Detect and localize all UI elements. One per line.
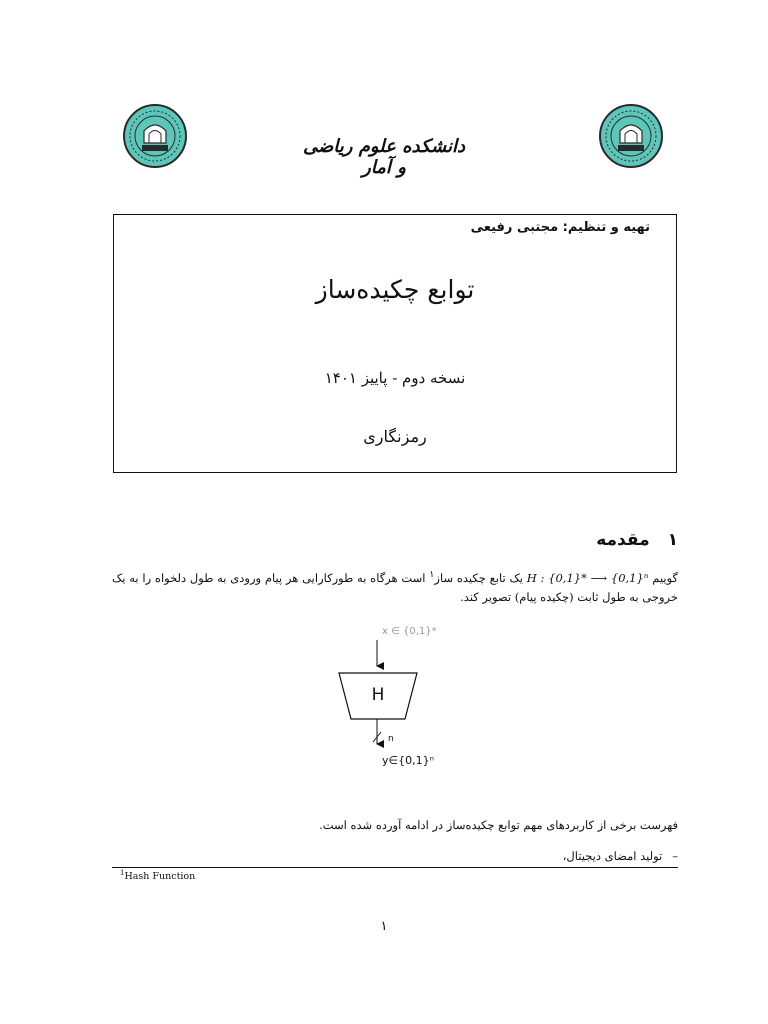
hash-function-diagram <box>330 618 460 778</box>
section-title: مقدمه <box>596 530 650 550</box>
document-title: توابع چکیده‌ساز <box>315 275 475 304</box>
diagram-input-label: x ∈ {0,1}* <box>382 626 437 637</box>
footnote-text: Hash Function <box>124 871 196 883</box>
footnote <box>120 869 195 882</box>
footnote-rule <box>112 867 678 868</box>
author-line: تهیه و تنظیم: مجتبی رفیعی <box>470 220 650 235</box>
page-number: ۱ <box>380 919 388 934</box>
section-heading <box>596 530 678 550</box>
faculty-name: دانشکده علوم ریاضی و آمار <box>302 136 466 178</box>
university-seal-left <box>122 103 188 169</box>
footnote-number: 1 <box>120 869 125 877</box>
footnote-marker[interactable]: ۱ <box>429 569 435 580</box>
section-number: ۱ <box>667 530 678 550</box>
diagram-output-label: y∈{0,1}ⁿ <box>382 754 434 767</box>
hash-definition-math: H : {0,1}* ⟶ {0,1}ⁿ <box>526 570 649 585</box>
university-seal-right <box>598 103 664 169</box>
list-bullet: – <box>672 849 678 863</box>
hash-box-label: H <box>371 685 385 705</box>
title-box <box>113 214 677 473</box>
bus-width-label: n <box>388 734 394 744</box>
applications-intro: فهرست برخی از کاربردهای مهم توابع چکیده‌ساز در ادامه آورده شده است. <box>319 818 678 832</box>
intro-text-rest: است هرگاه به طورکارایی هر پیام ورودی به طول دلخواه را به یک خروجی به طول ثابت (چکیده پیام) تصویر کند. <box>112 570 678 604</box>
list-item-label: تولید امضای دیجیتال، <box>562 849 663 863</box>
list-item <box>563 849 678 863</box>
edition-line: نسخه دوم - پاییز ۱۴۰۱ <box>324 369 466 387</box>
intro-text-before: گوییم <box>648 570 678 585</box>
course-name: رمزنگاری <box>363 427 427 446</box>
intro-text-after: یک تابع چکیده ساز <box>434 570 527 585</box>
intro-paragraph <box>112 565 678 607</box>
